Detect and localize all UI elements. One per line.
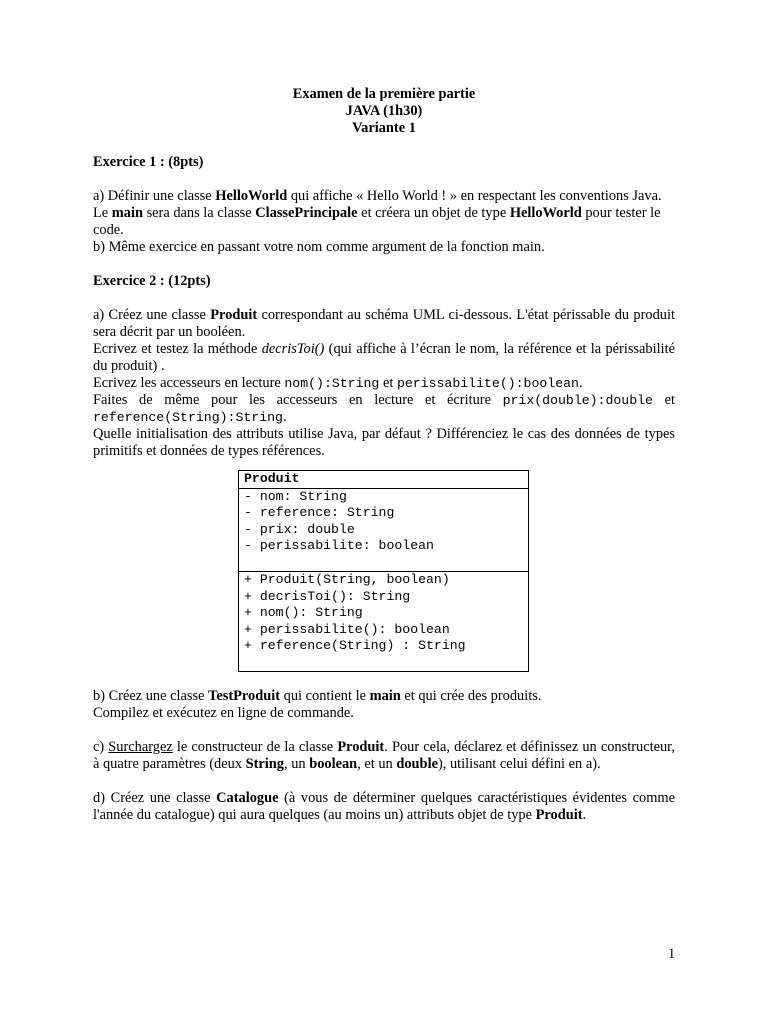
type-name: String bbox=[245, 755, 285, 772]
text: et bbox=[652, 392, 675, 408]
exam-subject: JAVA (1h30) bbox=[345, 103, 423, 119]
exercise-1-body bbox=[93, 188, 675, 256]
text: , un bbox=[284, 755, 310, 772]
text: pour tester le code. bbox=[93, 205, 661, 238]
exercise-2-question-a bbox=[93, 307, 675, 460]
text: . bbox=[582, 806, 587, 823]
text: ), utilisant celui défini en a). bbox=[437, 755, 601, 772]
text: sera dans la classe bbox=[142, 205, 256, 221]
text: Ecrivez les accesseurs en lecture bbox=[93, 375, 285, 391]
uml-attributes bbox=[239, 489, 528, 572]
class-name: TestProduit bbox=[208, 687, 281, 704]
text: a) Définir une classe bbox=[93, 188, 216, 204]
uml-attribute: - perissabilite: boolean bbox=[244, 538, 434, 554]
text: et bbox=[379, 375, 397, 391]
exercise-1-question-b: b) Même exercice en passant votre nom comme argument de la fonction main. bbox=[93, 239, 545, 255]
uml-operations bbox=[239, 572, 528, 671]
exercise-1-title: Exercice 1 : (8pts) bbox=[93, 154, 204, 170]
uml-attribute: - nom: String bbox=[244, 488, 347, 504]
text: et créera un objet de type bbox=[357, 205, 510, 221]
class-name: HelloWorld bbox=[509, 205, 582, 221]
code: perissabilite():boolean bbox=[396, 376, 579, 391]
class-name: Produit bbox=[210, 307, 258, 323]
uml-operation: + reference(String) : String bbox=[244, 638, 466, 654]
uml-attribute: - prix: double bbox=[244, 521, 355, 537]
paragraph bbox=[93, 392, 675, 426]
code: nom():String bbox=[284, 376, 380, 391]
paragraph bbox=[93, 790, 675, 824]
class-name: Catalogue bbox=[216, 789, 279, 806]
paragraph bbox=[93, 688, 675, 705]
text: le constructeur de la classe bbox=[172, 738, 338, 755]
uml-class-name: Produit bbox=[239, 471, 528, 489]
paragraph: Compilez et exécutez en ligne de commande. bbox=[93, 704, 354, 721]
paragraph bbox=[93, 307, 675, 341]
text: (à vous de déterminer quelques caractéristiques évidentes comme l'année du catalogue) qui aura quelques (au moins un) attributs objet de type bbox=[93, 789, 675, 823]
exercise-2-title: Exercice 2 : (12pts) bbox=[93, 273, 211, 289]
uml-class-diagram bbox=[238, 470, 529, 672]
text: . bbox=[282, 409, 287, 425]
text: b) Créez une classe bbox=[93, 687, 209, 704]
page-number: 1 bbox=[668, 946, 676, 962]
text: Ecrivez et testez la méthode bbox=[93, 341, 262, 357]
text: qui affiche « Hello World ! » en respectant les conventions Java. Le bbox=[93, 188, 662, 221]
text: et qui crée des produits. bbox=[400, 687, 542, 704]
text: Faites de même pour les accesseurs en lecture et écriture bbox=[93, 392, 503, 408]
code: reference(String):String bbox=[93, 410, 283, 425]
text: , et un bbox=[357, 755, 397, 772]
exercise-2-question-c bbox=[93, 739, 675, 773]
exercise-2-question-d bbox=[93, 790, 675, 824]
code: prix(double):double bbox=[502, 393, 653, 408]
text: a) Créez une classe bbox=[93, 307, 211, 323]
keyword: main bbox=[369, 687, 401, 704]
text: (qui affiche à l’écran le nom, la référence et la périssabilité du produit) . bbox=[93, 341, 675, 374]
class-name: HelloWorld bbox=[215, 188, 288, 204]
underlined-word: Surchargez bbox=[108, 738, 173, 755]
keyword: main bbox=[111, 205, 143, 221]
text: qui contient le bbox=[280, 687, 370, 704]
exam-content bbox=[93, 154, 675, 841]
paragraph bbox=[93, 375, 675, 392]
paragraph bbox=[93, 739, 675, 773]
class-name: ClassePrincipale bbox=[255, 205, 358, 221]
class-name: Produit bbox=[337, 738, 385, 755]
uml-operation: + Produit(String, boolean) bbox=[244, 571, 450, 587]
uml-operation: + decrisToi(): String bbox=[244, 588, 411, 604]
method-name: decrisToi() bbox=[261, 341, 325, 357]
uml-operation: + perissabilite(): boolean bbox=[244, 621, 450, 637]
text: . Pour cela, déclarez et définissez un constructeur, à quatre paramètres (deux bbox=[93, 738, 675, 772]
exam-variant: Variante 1 bbox=[352, 120, 416, 136]
text: c) bbox=[93, 738, 109, 755]
text: . bbox=[578, 375, 583, 391]
uml-operation: + nom(): String bbox=[244, 605, 363, 621]
paragraph bbox=[93, 341, 675, 375]
class-name: Produit bbox=[535, 806, 583, 823]
exercise-2-question-b bbox=[93, 688, 675, 722]
exam-header bbox=[0, 86, 768, 137]
paragraph: Quelle initialisation des attributs utilise Java, par défaut ? Différenciez le cas des données de types primitifs et données de types références. bbox=[93, 426, 675, 459]
type-name: boolean bbox=[309, 755, 358, 772]
text: correspondant au schéma UML ci-dessous. L'état périssable du produit sera décrit par un booléen. bbox=[93, 307, 676, 340]
uml-attribute: - reference: String bbox=[244, 505, 395, 521]
text: d) Créez une classe bbox=[93, 789, 217, 806]
exam-title: Examen de la première partie bbox=[292, 86, 476, 102]
exercise-1-question-a bbox=[93, 188, 675, 239]
type-name: double bbox=[396, 755, 438, 772]
